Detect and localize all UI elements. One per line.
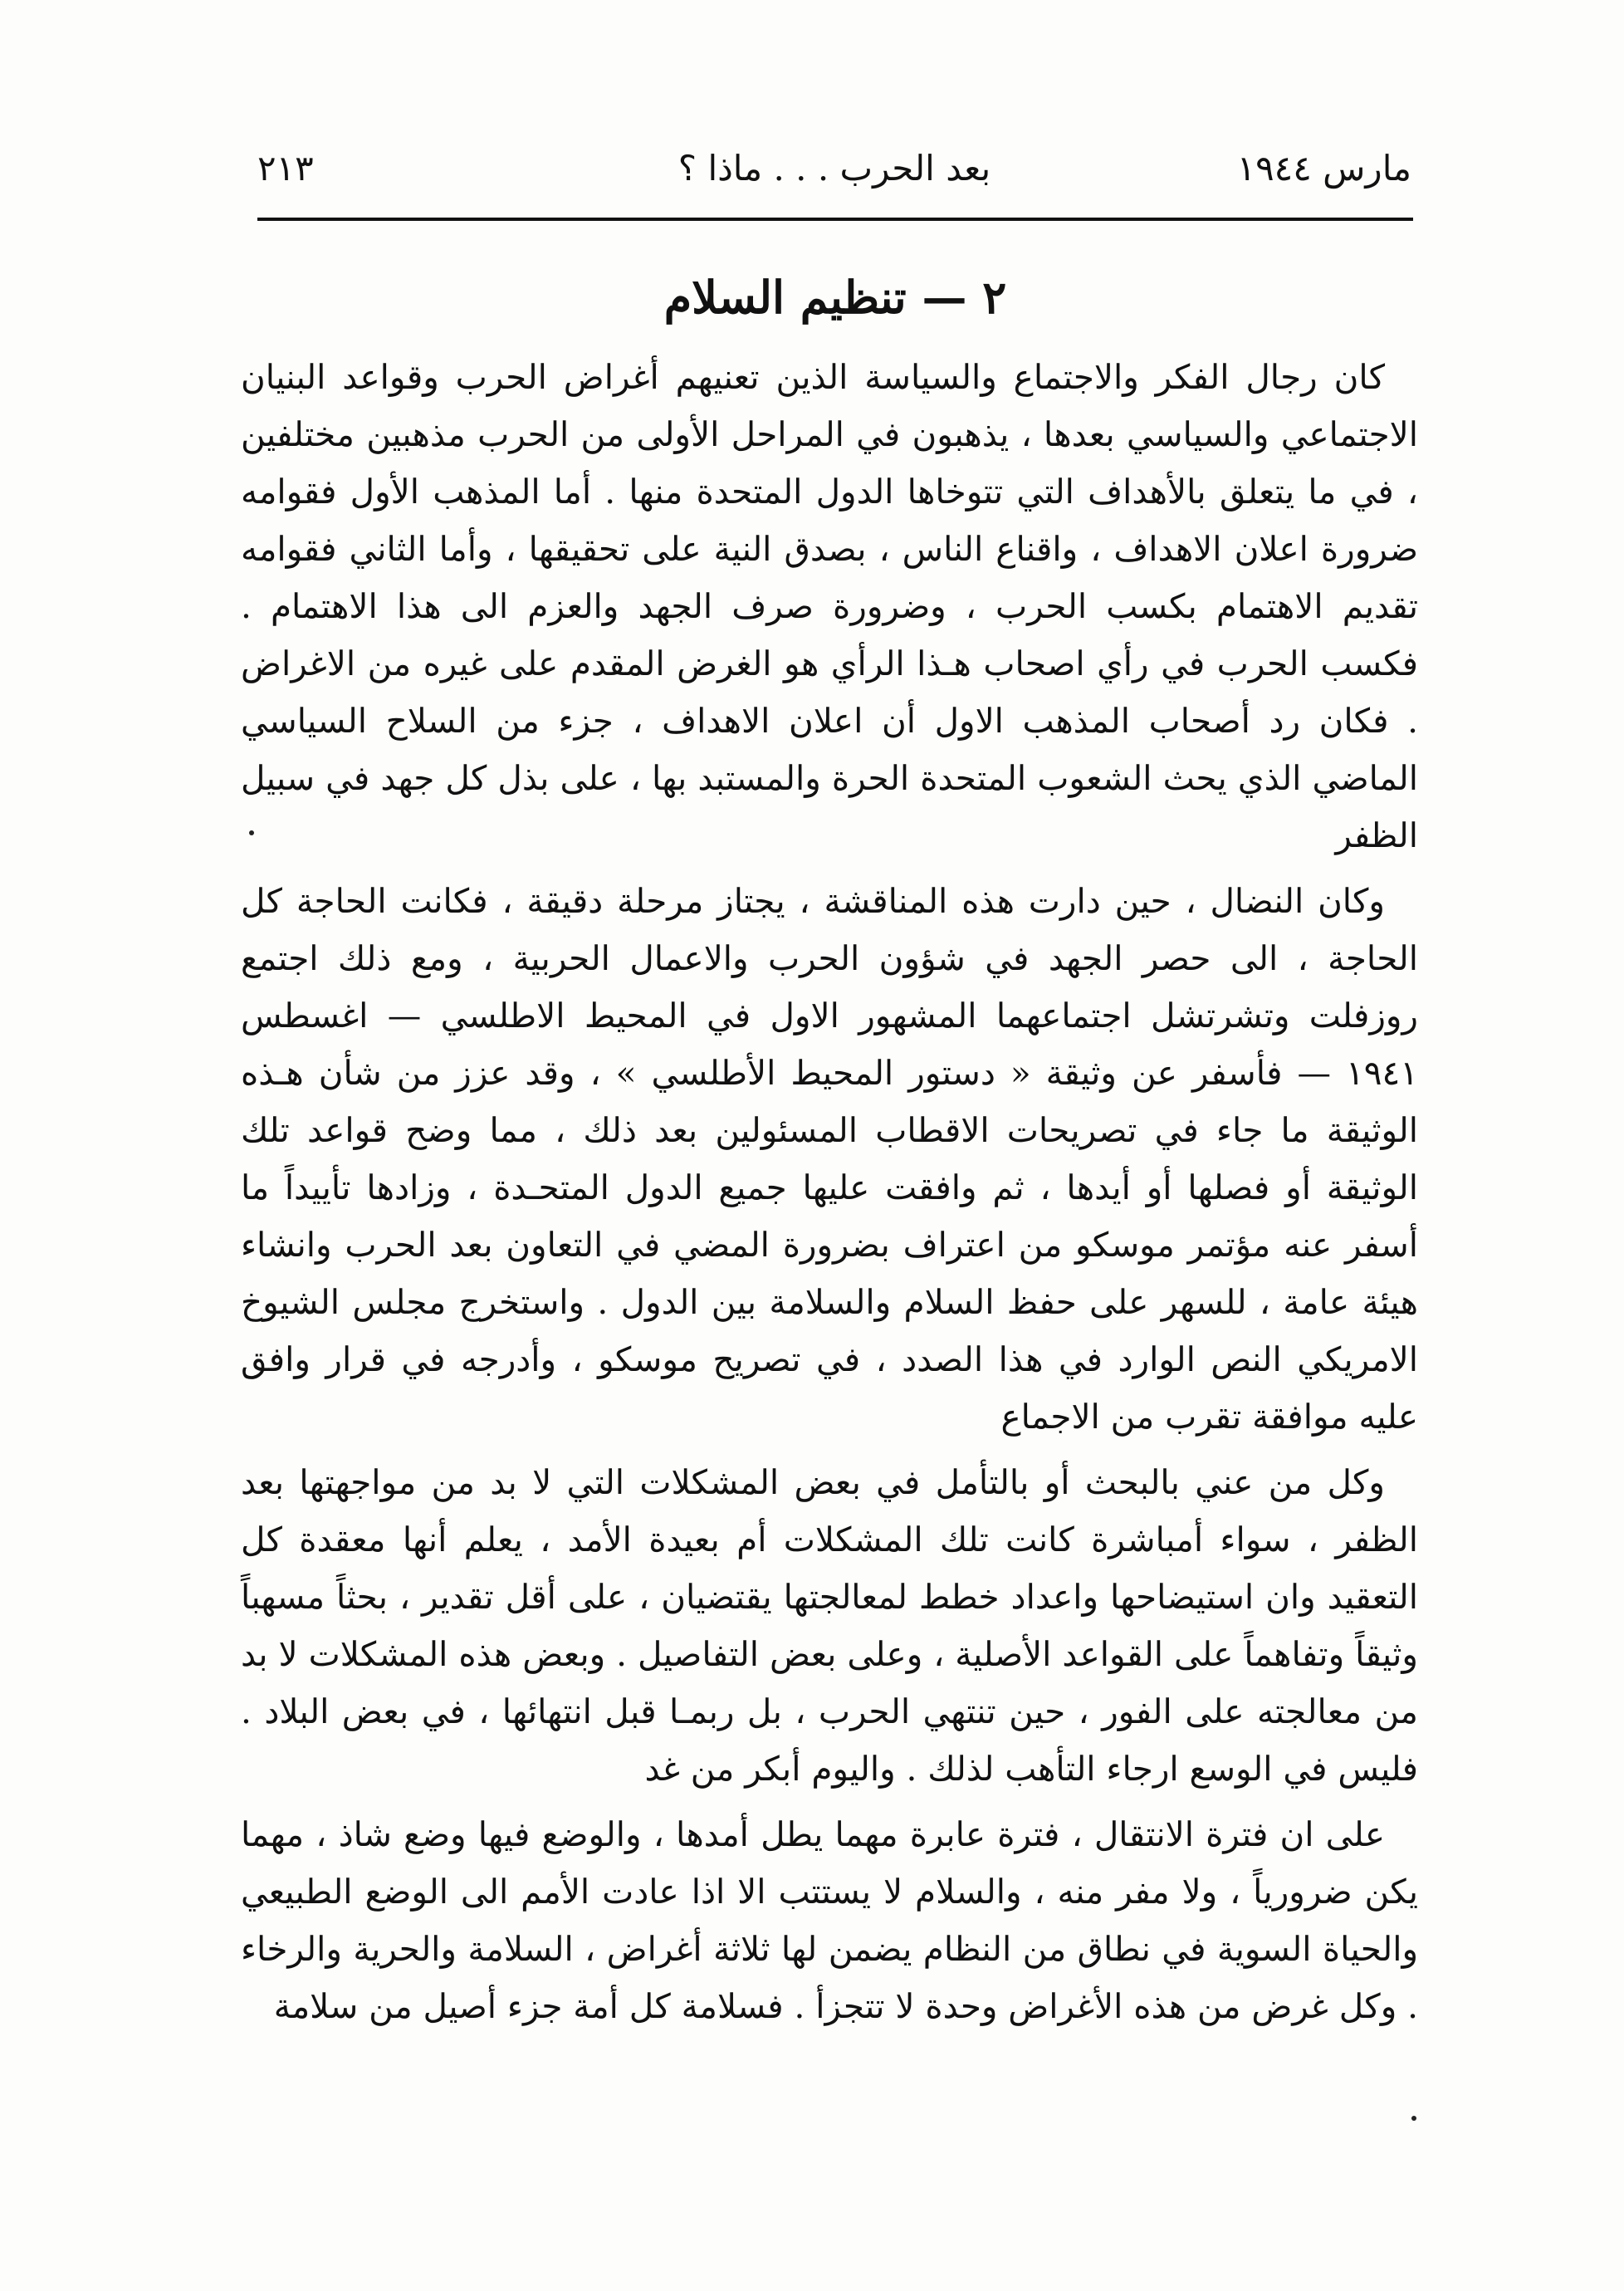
header-rule — [257, 218, 1413, 221]
section-title: ٢ — تنظيم السلام — [663, 271, 1007, 324]
scan-speck — [1411, 2116, 1416, 2121]
paragraph: على ان فترة الانتقال ، فترة عابرة مهما يطل أمدها ، والوضع فيها وضع شاذ ، مهما يكن ضرورياً ، ولا مفر منه ، والسلام لا يستتب الا اذا عادت الأمم الى الوضع الطبيعي والحياة السوية في نطاق من النظام يضمن لها ثلاثة أغراض ، السلامة والحرية والرخاء . وكل غرض من هذه الأغراض وحدة لا تتجزأ . فسلامة كل أمة جزء أصيل من سلامة — [241, 1814, 1418, 2026]
paragraph: وكان النضال ، حين دارت هذه المناقشة ، يجتاز مرحلة دقيقة ، فكانت الحاجة كل الحاجة ، الى حصر الجهد في شؤون الحرب والاعمال الحربية ، ومع ذلك اجتمع روزفلت وتشرتشل اجتماعهما المشهور الاول في المحيط الاطلسي — اغسطس ١٩٤١ — فأسفر عن وثيقة « دستور المحيط الأطلسي » ، وقد عزز من شأن هـذه الوثيقة ما جاء في تصريحات الاقطاب المسئولين بعد ذلك ، مما وضح قواعد تلك الوثيقة أو فصلها أو أيدها ، ثم وافقت عليها جميع الدول المتحـدة ، وزادها تأييداً ما أسفر عنه مؤتمر موسكو من اعتراف بضرورة المضي في التعاون بعد الحرب وانشاء هيئة عامة ، للسهر على حفظ السلام والسلامة بين الدول . واستخرج مجلس الشيوخ الامريكي النص الوارد في هذا الصدد ، في تصريح موسكو ، وأدرجه في قرار وافق عليه موافقة تقرب من الاجماع — [241, 881, 1418, 1437]
header-title: بعد الحرب . . . ماذا ؟ — [677, 148, 991, 188]
paragraph: وكل من عني بالبحث أو بالتأمل في بعض المشكلات التي لا بد من مواجهتها بعد الظفر ، سواء أمباشرة كانت تلك المشكلات أم بعيدة الأمد ، يعلم أنها معقدة كل التعقيد وان استيضاحها واعداد خطط لمعالجتها يقتضيان ، على أقل تقدير ، بحثاً مسهباً وثيقاً وتفاهماً على القواعد الأصلية ، وعلى بعض التفاصيل . وبعض هذه المشكلات لا بد من معالجته على الفور ، حين تنتهي الحرب ، بل ربمـا قبل انتهائها ، في بعض البلاد . فليس في الوسع ارجاء التأهب لذلك . واليوم أبكر من غد — [241, 1462, 1418, 1789]
article-body — [241, 349, 1418, 2217]
running-header — [257, 140, 1411, 198]
header-date: مارس ١٩٤٤ — [1236, 148, 1411, 188]
scan-speck — [249, 830, 254, 835]
page-number: ٢١٣ — [257, 148, 314, 188]
paragraph: كان رجال الفكر والاجتماع والسياسة الذين تعنيهم أغراض الحرب وقواعد البنيان الاجتماعي والسياسي بعدها ، يذهبون في المراحل الأولى من الحرب مذهبين مختلفين ، في ما يتعلق بالأهداف التي تتوخاها الدول المتحدة منها . أما المذهب الأول فقوامه ضرورة اعلان الاهداف ، واقناع الناس ، بصدق النية على تحقيقها ، وأما الثاني فقوامه تقديم الاهتمام بكسب الحرب ، وضرورة صرف الجهد والعزم الى هذا الاهتمام . فكسب الحرب في رأي اصحاب هـذا الرأي هو الغرض المقدم على غيره من الاغراض . فكان رد أصحاب المذهب الاول أن اعلان الاهداف ، جزء من السلاح السياسي الماضي الذي يحث الشعوب المتحدة الحرة والمستبد بها ، على بذل كل جهد في سبيل الظفر — [241, 357, 1418, 855]
